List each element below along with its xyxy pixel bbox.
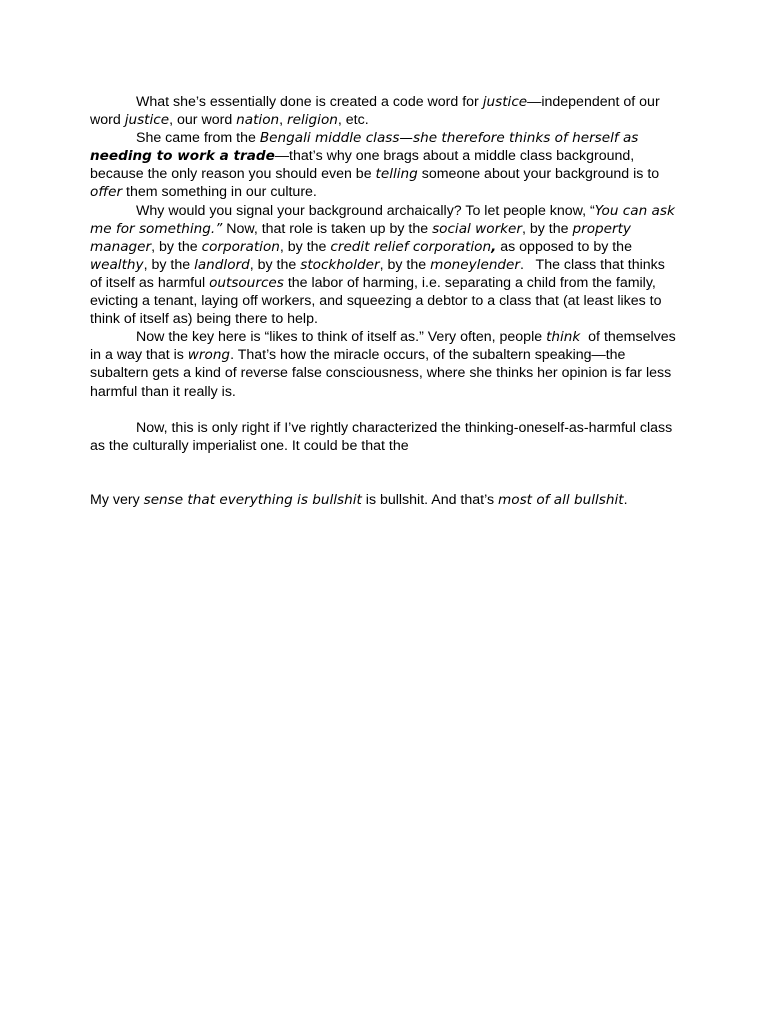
text-run: . That’s how the miracle occurs, of the subaltern speaking—the subaltern gets a kind of reverse false consciousness, where she thinks her opinion is far less harmful than it really is. [90,347,672,400]
paragraph-5 [90,419,680,455]
italic-run: religion [287,112,338,129]
paragraph-1 [90,93,680,129]
italic-run: justice [482,94,528,110]
paragraph-6 [90,491,680,509]
text-run: as opposed to by the [496,238,632,255]
text-run: , by the [522,220,573,237]
text-run: —that’s why one brags about a middle class background, because the only reason you should even be [90,148,635,183]
italic-run: outsources [209,274,284,291]
document-body [90,93,680,509]
text-run: , by the [151,238,202,255]
text-run: What she’s essentially done is created a code word for [136,94,483,110]
bold-italic-run: needing to work a trade [90,148,275,165]
text-run: the labor of harming, i.e. separating a child from the family, evicting a tenant, laying off workers, and squeezing a debtor to a class that (at least likes to think of itself as) being there to help. [90,274,662,328]
italic-run: stockholder [300,256,380,273]
text-run: , by the [249,256,301,273]
italic-run: credit relief corporation [330,238,492,255]
italic-run: corporation [201,238,280,255]
text-run: Now, this is only right if I’ve rightly characterized the thinking-oneself-as-harmful class as the culturally imperialist one. It could be that the [90,419,673,454]
italic-run: wealthy [90,256,144,273]
text-run: someone about your background is to [417,166,660,183]
text-run: Now, that role is taken up by the [222,220,433,237]
italic-run: moneylender [430,256,521,273]
italic-run: sense that everything is bullshit [143,491,362,508]
text-run: , by the [379,256,431,273]
italic-run: most of all bullshit [498,491,624,508]
text-run: Now the key here is “likes to think of itself as.” Very often, people [136,329,547,346]
blank-line [90,401,680,419]
text-run: , by the [279,238,331,255]
italic-run: social worker [432,220,522,237]
bold-italic-run: , [491,238,497,255]
paragraph-2 [90,129,680,201]
text-run: is bullshit. And that’s [361,491,499,508]
paragraph-4 [90,328,680,400]
text-run: , our word [169,112,237,129]
text-run: . The class that thinks of itself as harmful [90,256,669,291]
text-run: , by the [143,256,195,273]
text-run: them something in our culture. [122,184,317,201]
text-run: , [279,112,288,129]
italic-run: offer [90,184,123,201]
text-run: My very [90,491,144,508]
text-run: of themselves in a way that is [90,329,680,364]
italic-run: justice [124,112,170,129]
text-run: . [623,491,628,508]
italic-run: landlord [194,256,250,273]
italic-run: wrong [187,347,231,364]
blank-line [90,455,680,491]
text-run: Why would you signal your background archaically? To let people know, “ [136,202,595,219]
italic-run: property manager [90,220,631,255]
italic-run: You can ask me for something.” [90,202,675,237]
italic-run: nation [236,112,280,129]
text-run: She came from the [136,130,260,147]
paragraph-3 [90,202,680,329]
italic-run: Bengali middle class—she therefore thinks of herself as [259,130,639,147]
italic-run: telling [375,166,418,183]
text-run: —independent of our word [90,94,660,129]
italic-run: think [546,329,581,346]
text-run: , etc. [337,112,369,129]
